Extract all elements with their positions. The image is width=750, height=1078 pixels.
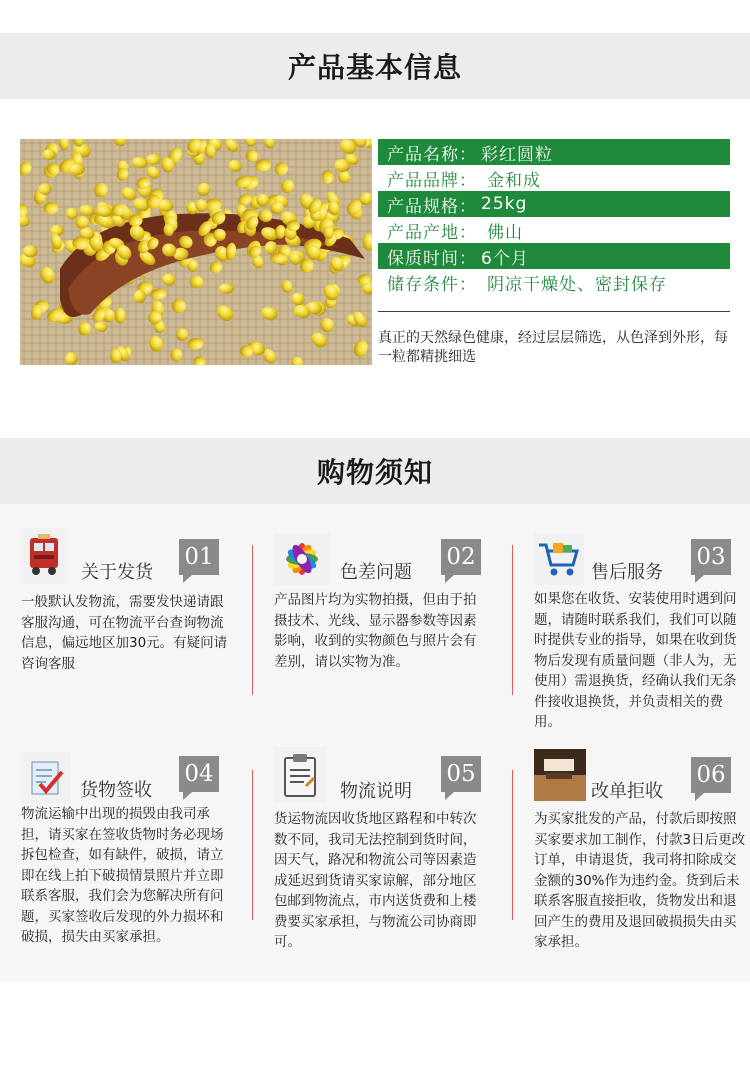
notice-logistics [274, 747, 504, 967]
spec-row-shelf-life [378, 243, 730, 269]
spec-label: 产品产地： [387, 222, 477, 243]
notice-number: 04 [179, 756, 219, 792]
notice-title: 售后服务 [591, 562, 663, 583]
divider [378, 311, 730, 312]
spec-value: 阴凉干燥处、密封保存 [487, 274, 667, 295]
notice-title: 改单拒收 [591, 781, 663, 802]
mung-bean-image [20, 139, 372, 365]
spec-label: 储存条件： [387, 274, 477, 295]
column-divider [512, 770, 513, 920]
notice-title: 物流说明 [340, 781, 412, 802]
spec-row-origin [378, 217, 730, 243]
product-description: 真正的天然绿色健康，经过层层筛选，从色泽到外形，每一粒都精挑细选 [378, 330, 728, 365]
product-photo [20, 139, 372, 365]
notice-body: 一般默认发物流，需要发快递请跟客服沟通，可在物流平台查询物流信息，偏远地区加30元。有疑问请咨询客服 [21, 594, 228, 672]
section-header-product-info [0, 33, 750, 99]
notice-title: 关于发货 [81, 562, 153, 583]
notice-after-sales [534, 533, 750, 733]
color-wheel-icon [274, 533, 330, 585]
spec-value: 25kg [481, 194, 528, 214]
spec-value: 金和成 [487, 170, 541, 191]
notice-title: 货物签收 [80, 780, 152, 801]
spec-row-brand [378, 165, 730, 191]
notice-title: 色差问题 [340, 562, 412, 583]
spec-label: 保质时间： [387, 248, 477, 269]
shopping-cart-icon [534, 533, 584, 585]
notice-body: 为买家批发的产品，付款后即按照买家要求加工制作，付款3日后更改订单，申请退货，我司将扣除成交金额的30%作为违约金。货到后未联系客服直接拒收，货物发出和退回产生的费用及退回破损损失由买家承担。 [534, 811, 746, 950]
spec-row-storage [378, 269, 730, 295]
column-divider [252, 545, 253, 695]
notice-number: 06 [691, 757, 731, 793]
spec-value: 佛山 [487, 222, 523, 243]
notice-body: 物流运输中出现的损毁由我司承担，请买家在签收货物时务必现场拆包检查，如有缺件，破损，请立即在线上拍下破损情景照片并立即联系客服，我们会为您解决所有问题，买家签收后发现的外力损坏和破损，损失由买家承担。 [21, 806, 224, 945]
spec-value: 6个月 [481, 248, 529, 269]
notice-receipt [21, 752, 251, 972]
notice-number: 05 [441, 756, 481, 792]
notice-color-difference [274, 533, 504, 703]
truck-icon [21, 528, 67, 584]
notice-number: 03 [691, 539, 731, 575]
spec-label: 产品规格： [387, 196, 477, 217]
spec-row-size [378, 191, 730, 217]
product-spec-table [378, 139, 730, 295]
notice-body: 产品图片均为实物拍摄，但由于拍摄技术、光线、显示器参数等因素影响，收到的实物颜色与照片会有差别，请以实物为准。 [274, 592, 477, 670]
spec-value: 彩红圆粒 [481, 144, 553, 165]
bean [146, 154, 161, 165]
bean [219, 283, 234, 293]
room-icon [534, 749, 586, 801]
notice-order-change [534, 749, 750, 969]
bean [68, 163, 85, 176]
section-title: 产品基本信息 [287, 51, 462, 84]
section-header-shopping-notice [0, 438, 750, 504]
notice-shipping [21, 528, 251, 698]
notice-number: 01 [179, 539, 219, 575]
spec-row-name [378, 139, 730, 165]
spec-label: 产品名称： [387, 144, 477, 165]
spec-label: 产品品牌： [387, 170, 477, 191]
column-divider [252, 770, 253, 920]
clipboard-icon [274, 747, 326, 803]
notice-number: 02 [441, 539, 481, 575]
notice-body: 货运物流因收货地区路程和中转次数不同，我司无法控制到货时间，因天气，路况和物流公司等因素造成延迟到货请买家谅解，部分地区包邮到物流点，市内送货费和上楼费要买家承担，与物流公司协商即可。 [274, 811, 477, 950]
notice-body: 如果您在收货、安装使用时遇到问题，请随时联系我们，我们可以随时提供专业的指导，如果在收到货物后发现有质量问题（非人为，无使用）需退换货，经确认我们无条件接收退换货，并负责相关的费用。 [534, 591, 737, 730]
section-title: 购物须知 [316, 456, 433, 489]
column-divider [512, 545, 513, 695]
checklist-icon [21, 752, 71, 804]
